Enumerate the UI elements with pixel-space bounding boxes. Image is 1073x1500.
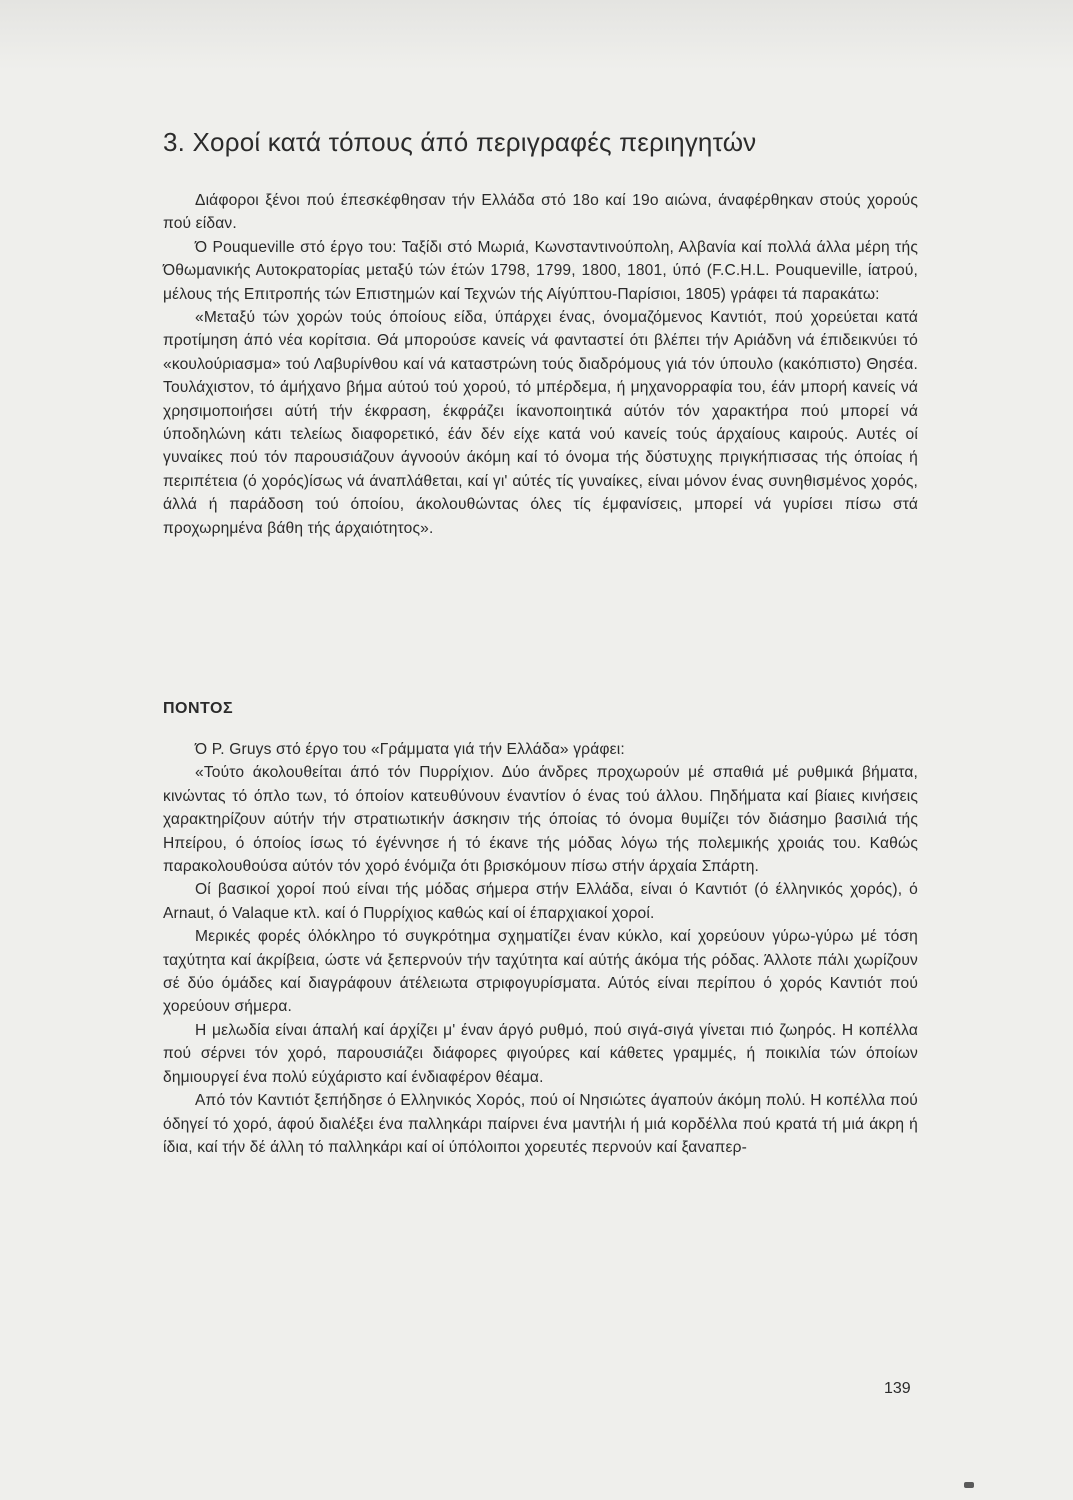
section-heading-pontos: ΠΟΝΤΟΣ — [163, 700, 234, 717]
chapter-title: 3. Χοροί κατά τόπους άπό περιγραφές περιηγητών — [163, 127, 757, 157]
intro-text-block — [163, 189, 918, 540]
pontos-paragraph: Οί βασικοί χοροί πού είναι τής μόδας σήμερα στήν Ελλάδα, είναι ό Καντιότ (ό έλληνικός χορός), ό Arnaut, ό Valaque κτλ. καί ό Πυρρίχιος καθώς καί οί έπαρχιακοί χοροί. — [163, 881, 918, 922]
scan-mark — [964, 1482, 974, 1488]
pontos-paragraph: Μερικές φορές όλόκληρο τό συγκρότημα σχηματίζει έναν κύκλο, καί χορεύουν γύρω-γύρω μέ τόση ταχύτητα καί άκρίβεια, ώστε νά ξεπερνούν τήν ταχύτητα καί αύτής άκόμα τής ρόδας. Άλλοτε πάλι χωρίζουν σέ δύο όμάδες καί διαγράφουν άτέλειωτα στριφογυρίσματα. Αύτός είναι περίπου ό χορός Καντιότ πού χορεύουν σήμερα. — [163, 928, 918, 1016]
intro-paragraph: «Μεταξύ τών χορών τούς όποίους είδα, ύπάρχει ένας, όνομαζόμενος Καντιότ, πού χορεύεται κατά προτίμηση άπό νέα κορίτσια. Θά μπορούσε κανείς νά φανταστεί ότι βλέπει τήν Αριάδνη νά έπιδεικνύει τό «κουλούριασμα» τού Λαβυρίνθου καί νά καταστρώνη τούς διαδρόμους γιά τόν ύπουλο (κακόπιστο) Θησέα. Τουλάχιστον, τό άμήχανο βήμα αύτού τού χορού, τό μπέρδεμα, ή μηχανορραφία του, έάν μπορή κανείς νά χρησιμοποιήσει αύτή τήν έκφραση, έκφράζει ίκανοποιητικά αύτόν τόν χαρακτήρα πού μπορεί νά ύποδηλώνη κάτι τελείως διαφορετικό, έάν δέν είχε κατά νού κανείς τούς άρχαίους καιρούς. Αυτές οί γυναίκες πού τόν παρουσιάζουν άγνοούν άκόμη καί τό όνομα τής δύστυχης πριγκήπισσας τής όποίας ή περιπέτεια (ό χορός)ίσως νά άναπλάθεται, καί γι' αύτές τίς γυναίκες, είναι μόνον ένας συνηθισμένος χορός, άλλά ή παράδοση τού όποίου, άκολουθώντας όλες τίς έμφανίσεις, μπορεί νά γυρίσει πίσω στά προχωρημένα βάθη τής άρχαιότητος». — [163, 309, 918, 537]
intro-paragraph: Ό Pouqueville στό έργο του: Ταξίδι στό Μωριά, Κωνσταντινούπολη, Αλβανία καί πολλά άλλα μέρη τής Όθωμανικής Αυτοκρατορίας μεταξύ τών έτών 1798, 1799, 1800, 1801, ύπό (F.C.H.L. Pouqueville, ίατρού, μέλους τής Επιτροπής τών Επιστημών καί Τεχνών τής Αίγύπτου-Παρίσιοι, 1805) γράφει τά παρακάτω: — [163, 238, 918, 303]
intro-paragraph: Διάφοροι ξένοι πού έπεσκέφθησαν τήν Ελλάδα στό 18ο καί 19ο αιώνα, άναφέρθηκαν στούς χορούς πού είδαν. — [163, 192, 918, 233]
pontos-paragraph: Ό P. Gruys στό έργο του «Γράμματα γιά τήν Ελλάδα» γράφει: — [195, 741, 625, 758]
scan-top-shading — [0, 0, 1073, 70]
page-number: 139 — [884, 1380, 911, 1397]
pontos-text-block — [163, 738, 918, 1159]
pontos-paragraph: «Τούτο άκολουθείται άπό τόν Πυρρίχιον. Δύο άνδρες προχωρούν μέ σπαθιά μέ ρυθμικά βήματα, κινώντας τό όπλο των, τό όποίον κατευθύνουν έναντίον ό ένας τού άλλου. Πηδήματα καί βίαιες κινήσεις χαρακτηρίζουν αύτήν τήν στρατιωτικήν άσκησιν τής όποίας τό όνομα θυμίζει τόν διάσημο βασιλιά τής Ηπείρου, ό όποίος ίσως τό έγέννησε ή τό έκανε τής μόδας λόγω τής πολεμικής χροιάς του. Καθώς παρακολουθούσα αύτόν τόν χορό ένόμιζα ότι βρισκόμουν πίσω στήν άρχαία Σπάρτη. — [163, 764, 918, 876]
pontos-paragraph: Από τόν Καντιότ ξεπήδησε ό Ελληνικός Χορός, πού οί Νησιώτες άγαπούν άκόμη πολύ. Η κοπέλλα πού όδηγεί τό χορό, άφού διαλέξει ένα παλληκάρι παίρνει ένα μαντήλι ή μιά κορδέλλα πού κρατά τή μιά άκρη ή ίδια, καί τήν δέ άλλη τό παλληκάρι καί οί ύπόλοιποι χορευτές περνούν καί ξαναπερ- — [163, 1092, 918, 1156]
pontos-paragraph: Η μελωδία είναι άπαλή καί άρχίζει μ' έναν άργό ρυθμό, πού σιγά-σιγά γίνεται πιό ζωηρός. Η κοπέλλα πού σέρνει τόν χορό, παρουσιάζει διάφορες φιγούρες καί κάθετες γραμμές, ή ποικιλία τών όποίων δημιουργεί ένα πολύ εύχάριστο καί ένδιαφέρον θέαμα. — [163, 1021, 918, 1086]
